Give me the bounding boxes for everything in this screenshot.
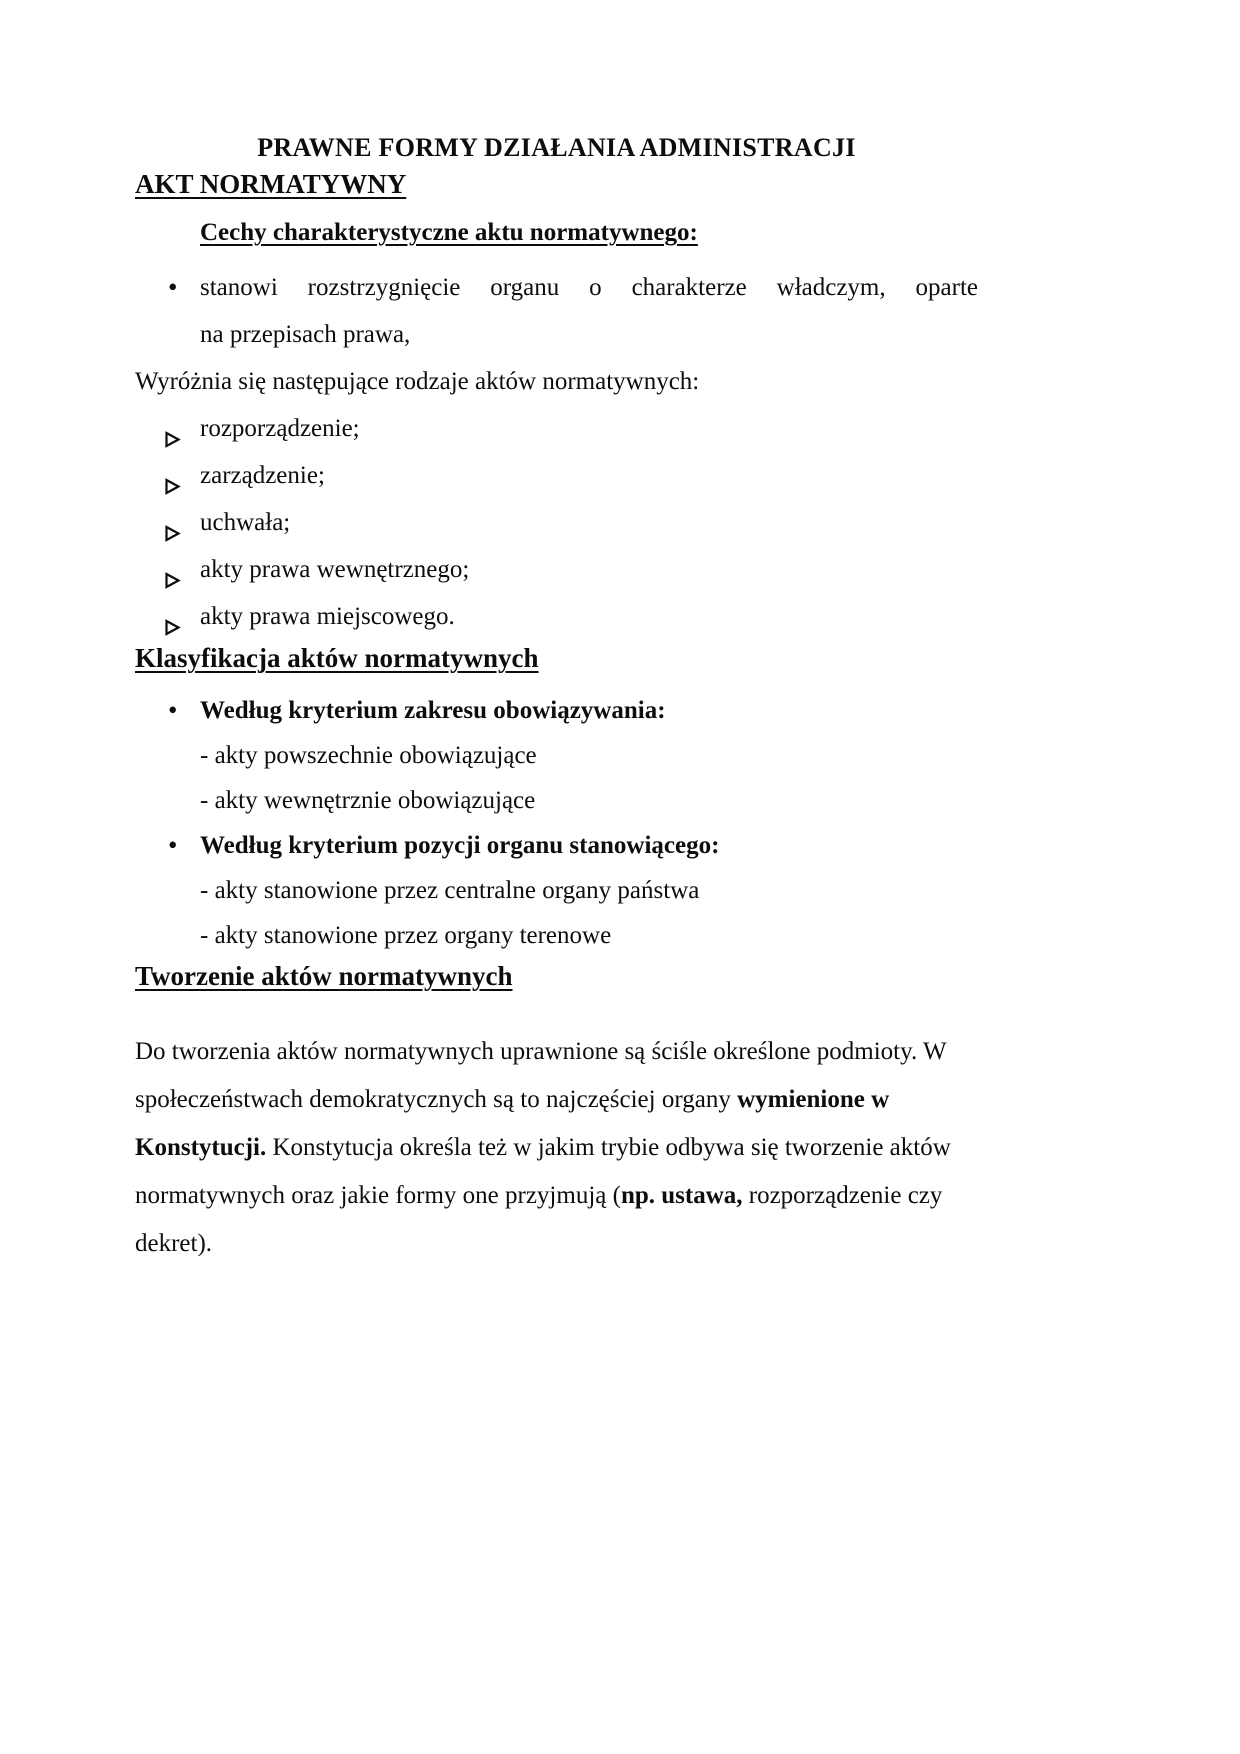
arrow-bullet-icon	[135, 452, 200, 499]
bullet-item-cecha	[135, 264, 978, 358]
subheading-cechy	[200, 216, 978, 250]
criterion-label: Według kryterium pozycji organu stanowiącego:	[200, 832, 720, 859]
paragraph-bold-1: wymienione w Konstytucji.	[135, 1086, 890, 1161]
arrow-bullet-icon	[135, 499, 200, 546]
paragraph-text-2: Konstytucja określa też w jakim trybie odbywa się tworzenie aktów normatywnych oraz jakie formy one przyjmują (	[135, 1134, 951, 1209]
bullet-text-line-1: stanowi rozstrzygnięcie organu o charakterze władczym, oparte	[200, 274, 978, 301]
paragraph-bold-2: np. ustawa,	[620, 1182, 743, 1209]
heading-klasyfikacja	[135, 640, 978, 676]
normative-act-types-list	[135, 405, 978, 640]
subheading-cechy-text: Cechy charakterystyczne aktu normatywnego:	[200, 219, 698, 246]
criterion-subitem: - akty stanowione przez centralne organy państwa	[200, 877, 700, 904]
heading-tworzenie	[135, 958, 978, 994]
criterion-item	[135, 688, 978, 733]
list-item	[135, 405, 978, 452]
heading-akt-normatywny-text: AKT NORMATYWNY	[135, 169, 407, 199]
criterion-label: Według kryterium zakresu obowiązywania:	[200, 697, 666, 724]
heading-klasyfikacja-text: Klasyfikacja aktów normatywnych	[135, 643, 539, 673]
list-item-text: uchwała;	[200, 509, 291, 536]
arrow-bullet-icon	[135, 546, 200, 593]
bullet-text-line-2: na przepisach prawa,	[200, 321, 411, 348]
list-item	[135, 593, 978, 640]
list-item	[135, 546, 978, 593]
heading-akt-normatywny	[135, 166, 978, 202]
bullet-icon: •	[168, 272, 178, 302]
list-item-text: akty prawa wewnętrznego;	[200, 556, 470, 583]
document-title: PRAWNE FORMY DZIAŁANIA ADMINISTRACJI	[257, 133, 856, 162]
criterion-subitem: - akty wewnętrznie obowiązujące	[200, 787, 536, 814]
list-item	[135, 452, 978, 499]
bullet-icon: •	[168, 695, 178, 725]
list-item	[135, 499, 978, 546]
list-item-text: rozporządzenie;	[200, 415, 360, 442]
criterion-subitem: - akty stanowione przez organy terenowe	[200, 922, 612, 949]
criterion-item	[135, 823, 978, 868]
body-paragraph	[135, 1028, 978, 1268]
paragraph-text-1: Do tworzenia aktów normatywnych uprawnione są ściśle określone podmioty. W społeczeństwach demokratycznych są to najczęściej organy	[135, 1038, 947, 1113]
heading-tworzenie-text: Tworzenie aktów normatywnych	[135, 961, 513, 991]
bullet-icon: •	[168, 830, 178, 860]
bullet-item-text	[200, 264, 978, 358]
intro-paragraph: Wyróżnia się następujące rodzaje aktów normatywnych:	[135, 368, 700, 395]
list-item-text: akty prawa miejscowego.	[200, 603, 455, 630]
arrow-bullet-icon	[135, 593, 200, 640]
list-item-text: zarządzenie;	[200, 462, 325, 489]
arrow-bullet-icon	[135, 405, 200, 452]
paragraph-text-3: rozporządzenie czy dekret).	[135, 1182, 943, 1257]
criterion-subitem: - akty powszechnie obowiązujące	[200, 742, 537, 769]
